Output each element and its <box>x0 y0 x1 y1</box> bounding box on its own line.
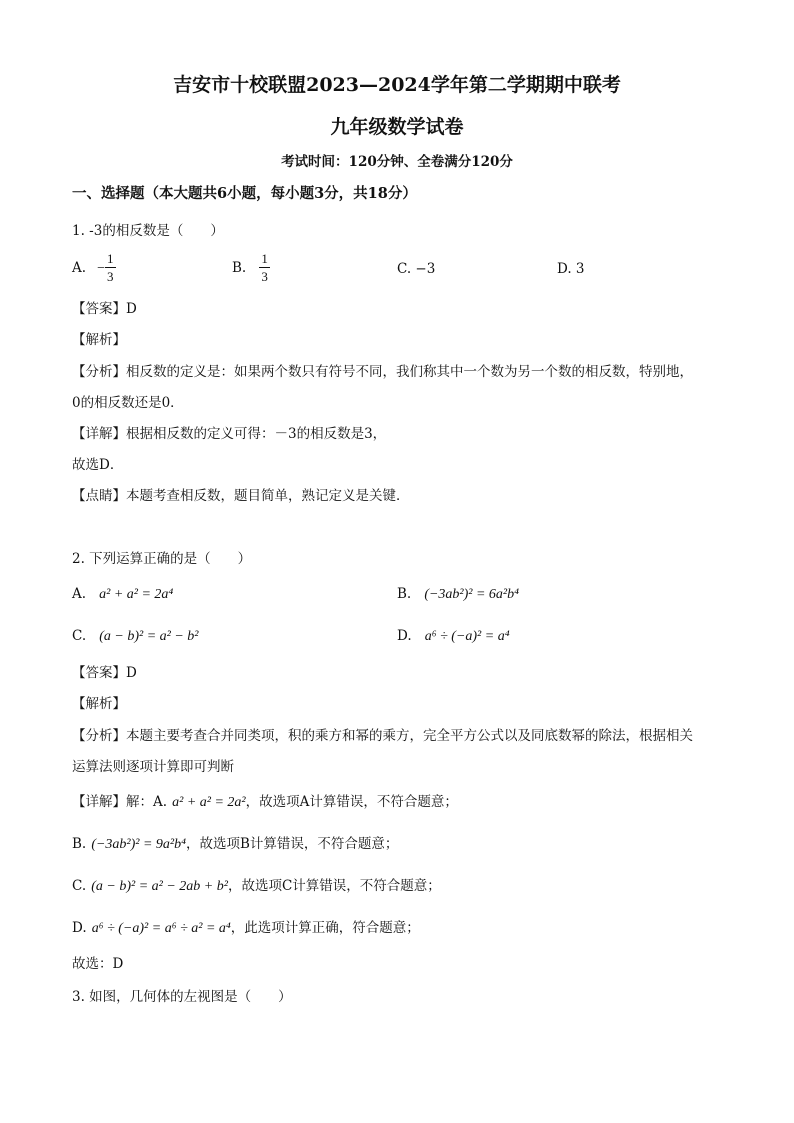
q2-option-a-label: A. <box>72 586 87 602</box>
q2-detail-b-math: (−3ab²)² = 9a²b⁴ <box>91 837 186 852</box>
q1-option-a-denominator: 3 <box>107 269 114 284</box>
q2-option-c-label: C. <box>72 628 87 644</box>
exam-title: 吉安市十校联盟2023—2024学年第二学期期中联考 <box>173 74 621 96</box>
q1-option-a <box>72 252 116 283</box>
q2-detail-a-suffix: ，故选项A计算错误，不符合题意； <box>245 794 458 810</box>
q2-detail-c-math: (a − b)² = a² − 2ab + b² <box>91 879 228 894</box>
q2-fenxi-line1: 【分析】本题主要考查合并同类项，积的乘方和幂的乘方，完全平方公式以及同底数幂的除法，根据相关 <box>72 728 693 744</box>
q2-stem: 2. 下列运算正确的是（ ） <box>72 551 252 567</box>
q1-option-b-numerator: 1 <box>261 251 268 266</box>
q1-option-d: D. 3 <box>557 261 585 277</box>
q2-option-d-math: a⁶ ÷ (−a)² = a⁴ <box>424 629 510 644</box>
q1-option-b <box>232 252 270 283</box>
q2-option-a-math: a² + a² = 2a⁴ <box>99 587 174 602</box>
q1-option-b-denominator: 3 <box>261 269 268 284</box>
q1-fenxi-line1: 【分析】相反数的定义是：如果两个数只有符号不同，我们称其中一个数为另一个数的相反数，特别地， <box>72 364 693 380</box>
q1-choose: 故选D． <box>72 457 124 473</box>
q2-detail-b-suffix: ，故选项B计算错误，不符合题意； <box>186 836 399 852</box>
exam-info: 考试时间：120分钟、全卷满分120分 <box>281 154 513 170</box>
q2-detail-c-suffix: ，故选项C计算错误，不符合题意； <box>227 878 441 894</box>
q1-option-a-label: A. <box>72 260 87 276</box>
q1-detail: 【详解】根据相反数的定义可得：－3的相反数是3， <box>72 426 387 442</box>
q1-option-a-sign: − <box>97 261 106 276</box>
q2-option-c <box>72 625 199 645</box>
q2-option-b-math: (−3ab²)² = 6a²b⁴ <box>424 587 519 602</box>
q2-detail-b <box>72 832 398 853</box>
paper-subtitle: 九年级数学试卷 <box>330 116 464 138</box>
q2-detail-d-suffix: ，此选项计算正确，符合题意； <box>230 920 420 936</box>
q2-detail-c-prefix: C. <box>72 878 87 894</box>
q2-detail-d <box>72 916 420 937</box>
q1-analysis-label: 【解析】 <box>72 332 126 348</box>
q2-analysis-label: 【解析】 <box>72 696 126 712</box>
q2-option-a <box>72 583 173 603</box>
q2-option-d-label: D. <box>397 628 412 644</box>
q1-option-a-numerator: 1 <box>107 251 114 266</box>
q2-fenxi-line2: 运算法则逐项计算即可判断 <box>72 759 234 775</box>
q1-comment: 【点睛】本题考查相反数，题目简单，熟记定义是关键． <box>72 488 410 504</box>
q2-choose: 故选：D <box>72 956 124 972</box>
q1-stem: 1. -3的相反数是（ ） <box>72 223 224 239</box>
q2-option-b <box>397 583 519 603</box>
q2-detail-b-prefix: B. <box>72 836 87 852</box>
q1-option-a-fraction <box>105 252 116 283</box>
q1-answer: 【答案】D <box>72 301 137 317</box>
q2-detail-a <box>72 790 458 811</box>
q2-answer: 【答案】D <box>72 665 137 681</box>
q1-fenxi-line2: 0的相反数还是0． <box>72 395 184 411</box>
q2-detail-c <box>72 874 441 895</box>
q2-detail-a-math: a² + a² = 2a² <box>172 795 246 810</box>
q2-option-b-label: B. <box>397 586 412 602</box>
q2-option-c-math: (a − b)² = a² − b² <box>99 629 199 644</box>
q2-option-d <box>397 625 510 645</box>
section-heading: 一、选择题（本大题共6小题，每小题3分，共18分） <box>72 185 417 202</box>
q1-option-b-label: B. <box>232 260 247 276</box>
q1-option-c: C. −3 <box>397 261 436 277</box>
q2-detail-d-math: a⁶ ÷ (−a)² = a⁶ ÷ a² = a⁴ <box>91 921 231 936</box>
q3-stem: 3. 如图，几何体的左视图是（ ） <box>72 989 292 1005</box>
q2-detail-a-prefix: 【详解】解：A. <box>72 794 168 810</box>
q2-detail-d-prefix: D. <box>72 920 87 936</box>
q1-option-b-fraction <box>259 252 270 283</box>
